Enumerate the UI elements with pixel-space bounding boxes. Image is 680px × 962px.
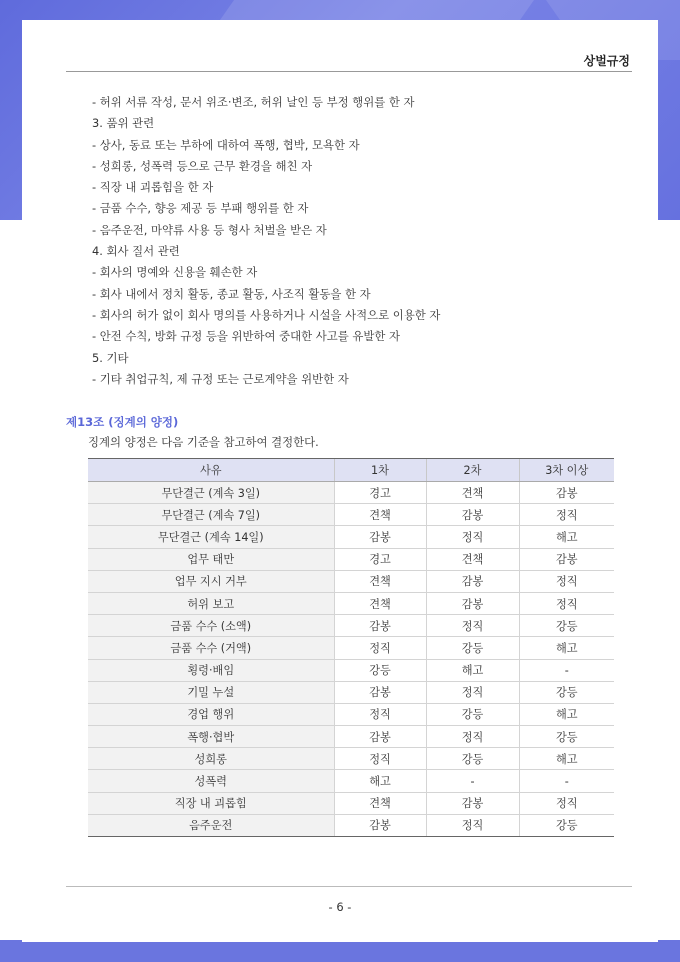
table-row bbox=[88, 615, 614, 637]
cell-second: 감봉 bbox=[426, 792, 519, 814]
cell-first: 경고 bbox=[334, 548, 426, 570]
table-row bbox=[88, 748, 614, 770]
cell-second: 강등 bbox=[426, 748, 519, 770]
discipline-table bbox=[88, 458, 614, 837]
table-row bbox=[88, 814, 614, 836]
cell-reason: 폭행·협박 bbox=[88, 726, 334, 748]
article-title: 제13조 (징계의 양정) bbox=[66, 415, 179, 429]
table-row bbox=[88, 482, 614, 504]
table-row bbox=[88, 504, 614, 526]
cell-second: 정직 bbox=[426, 615, 519, 637]
cell-reason: 무단결근 (계속 14일) bbox=[88, 526, 334, 548]
header-divider bbox=[66, 71, 632, 72]
article-body: 징계의 양정은 다음 기준을 참고하여 결정한다. bbox=[88, 435, 319, 449]
table-row bbox=[88, 548, 614, 570]
cell-first: 강등 bbox=[334, 659, 426, 681]
violation-list bbox=[92, 92, 632, 390]
cell-first: 정직 bbox=[334, 637, 426, 659]
cell-first: 감봉 bbox=[334, 814, 426, 836]
cell-second: 강등 bbox=[426, 703, 519, 725]
cell-first: 해고 bbox=[334, 770, 426, 792]
cell-first: 경고 bbox=[334, 482, 426, 504]
table-row bbox=[88, 703, 614, 725]
table-row bbox=[88, 681, 614, 703]
footer-divider bbox=[66, 886, 632, 887]
column-header-reason: 사유 bbox=[88, 459, 334, 482]
list-item: - 허위 서류 작성, 문서 위조·변조, 허위 날인 등 부정 행위를 한 자 bbox=[92, 95, 415, 109]
cell-second: 감봉 bbox=[426, 592, 519, 614]
table-row bbox=[88, 726, 614, 748]
cell-third: 감봉 bbox=[519, 548, 614, 570]
cell-third: 강등 bbox=[519, 814, 614, 836]
page-number: - 6 - bbox=[328, 900, 352, 914]
table-body bbox=[88, 482, 614, 837]
cell-first: 정직 bbox=[334, 748, 426, 770]
cell-second: 감봉 bbox=[426, 570, 519, 592]
table-row bbox=[88, 770, 614, 792]
cell-third: 해고 bbox=[519, 703, 614, 725]
list-item: - 상사, 동료 또는 부하에 대하여 폭행, 협박, 모욕한 자 bbox=[92, 137, 360, 152]
cell-third: - bbox=[519, 770, 614, 792]
table-row bbox=[88, 792, 614, 814]
column-header-first: 1차 bbox=[334, 459, 426, 482]
cell-second: 정직 bbox=[426, 526, 519, 548]
cell-reason: 음주운전 bbox=[88, 814, 334, 836]
cell-reason: 무단결근 (계속 3일) bbox=[88, 482, 334, 504]
cell-second: 정직 bbox=[426, 814, 519, 836]
table-row bbox=[88, 526, 614, 548]
cell-first: 견책 bbox=[334, 570, 426, 592]
table-row bbox=[88, 592, 614, 614]
cell-first: 견책 bbox=[334, 592, 426, 614]
list-item: - 성희롱, 성폭력 등으로 근무 환경을 해친 자 bbox=[92, 158, 313, 173]
cell-third: - bbox=[519, 659, 614, 681]
table-row bbox=[88, 659, 614, 681]
cell-third: 강등 bbox=[519, 681, 614, 703]
cell-reason: 업무 지시 거부 bbox=[88, 570, 334, 592]
cell-reason: 허위 보고 bbox=[88, 592, 334, 614]
cell-reason: 업무 태만 bbox=[88, 548, 334, 570]
cell-second: - bbox=[426, 770, 519, 792]
cell-second: 강등 bbox=[426, 637, 519, 659]
list-item: - 회사의 허가 없이 회사 명의를 사용하거나 시설을 사적으로 이용한 자 bbox=[92, 307, 441, 322]
cell-third: 정직 bbox=[519, 592, 614, 614]
cell-second: 정직 bbox=[426, 726, 519, 748]
cell-first: 정직 bbox=[334, 703, 426, 725]
cell-reason: 성희롱 bbox=[88, 748, 334, 770]
list-item: - 기타 취업규칙, 제 규정 또는 근로계약을 위반한 자 bbox=[92, 371, 349, 386]
cell-second: 견책 bbox=[426, 482, 519, 504]
list-item: - 음주운전, 마약류 사용 등 형사 처벌을 받은 자 bbox=[92, 222, 327, 237]
background-bottom bbox=[0, 940, 680, 962]
table-row bbox=[88, 637, 614, 659]
cell-reason: 기밀 누설 bbox=[88, 681, 334, 703]
document-header-title: 상벌규정 bbox=[583, 54, 630, 68]
list-item: - 안전 수칙, 방화 규정 등을 위반하여 중대한 사고를 유발한 자 bbox=[92, 329, 401, 344]
cell-third: 감봉 bbox=[519, 482, 614, 504]
cell-first: 감봉 bbox=[334, 615, 426, 637]
table-header-row bbox=[88, 459, 614, 482]
cell-reason: 금품 수수 (소액) bbox=[88, 615, 334, 637]
column-header-second: 2차 bbox=[426, 459, 519, 482]
cell-reason: 직장 내 괴롭힘 bbox=[88, 792, 334, 814]
cell-third: 정직 bbox=[519, 792, 614, 814]
cell-first: 감봉 bbox=[334, 526, 426, 548]
cell-second: 감봉 bbox=[426, 504, 519, 526]
list-item: - 직장 내 괴롭힘을 한 자 bbox=[92, 180, 214, 195]
cell-reason: 경업 행위 bbox=[88, 703, 334, 725]
cell-second: 정직 bbox=[426, 681, 519, 703]
list-item: 5. 기타 bbox=[92, 350, 129, 365]
cell-first: 감봉 bbox=[334, 681, 426, 703]
list-item: 3. 품위 관련 bbox=[92, 116, 155, 131]
cell-third: 해고 bbox=[519, 637, 614, 659]
list-item: - 금품 수수, 향응 제공 등 부패 행위를 한 자 bbox=[92, 201, 309, 216]
cell-reason: 무단결근 (계속 7일) bbox=[88, 504, 334, 526]
cell-third: 해고 bbox=[519, 526, 614, 548]
cell-third: 강등 bbox=[519, 615, 614, 637]
cell-reason: 금품 수수 (거액) bbox=[88, 637, 334, 659]
cell-second: 해고 bbox=[426, 659, 519, 681]
cell-third: 해고 bbox=[519, 748, 614, 770]
cell-reason: 성폭력 bbox=[88, 770, 334, 792]
list-item: - 회사 내에서 정치 활동, 종교 활동, 사조직 활동을 한 자 bbox=[92, 286, 371, 301]
cell-third: 정직 bbox=[519, 570, 614, 592]
cell-first: 견책 bbox=[334, 792, 426, 814]
cell-reason: 횡령·배임 bbox=[88, 659, 334, 681]
cell-third: 정직 bbox=[519, 504, 614, 526]
list-item: - 회사의 명예와 신용을 훼손한 자 bbox=[92, 265, 258, 280]
document-page bbox=[22, 20, 658, 942]
table-row bbox=[88, 570, 614, 592]
cell-first: 견책 bbox=[334, 504, 426, 526]
cell-second: 견책 bbox=[426, 548, 519, 570]
column-header-third: 3차 이상 bbox=[519, 459, 614, 482]
cell-third: 강등 bbox=[519, 726, 614, 748]
cell-first: 감봉 bbox=[334, 726, 426, 748]
list-item: 4. 회사 질서 관련 bbox=[92, 244, 180, 259]
